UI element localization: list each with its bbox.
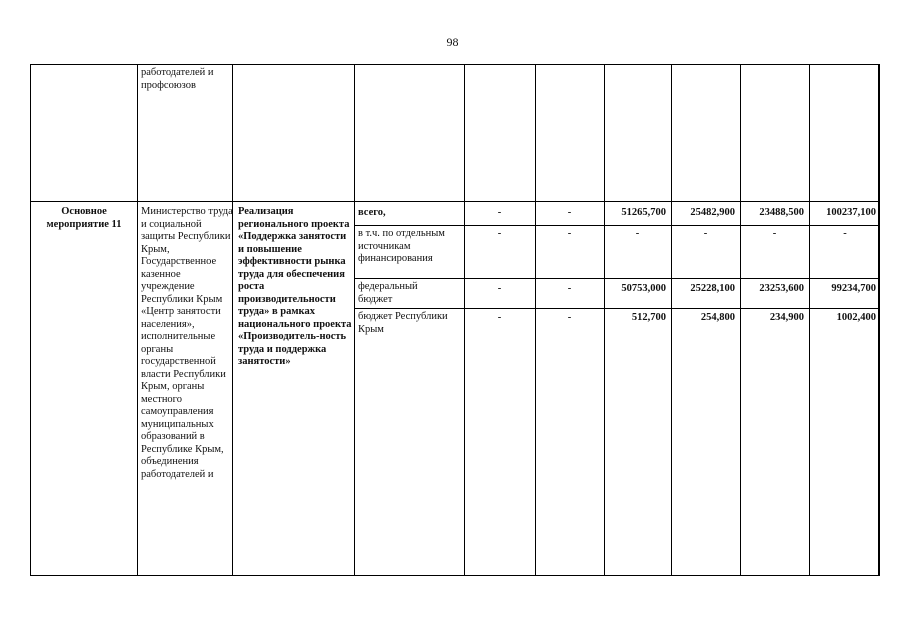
funding-value: 23253,600 [759,283,804,294]
funding-value: - [772,228,777,239]
funding-value: - [497,207,502,218]
executor-continuation: работодателей и профсоюзов [141,67,214,91]
funding-value: 25482,900 [690,207,735,218]
measure-executor: Министерство труда и социальной защиты Республики Крым, Государственное казенное учреждение Республики Крым «Центр занятости населения», исполнительные органы государственной власти Республики Крым, органы местного самоуправления муниципальных образований в Республике Крым, объединения работодателей и [141,206,233,480]
funding-value: - [703,228,708,239]
measure-name: Реализация регионального проекта «Поддержка занятости и повышение эффективности рынка труда для обеспечения роста производительности труда» в рамках национального проекта «Производитель-ность труда и поддержка занятости» [238,206,352,367]
funding-value: - [567,207,572,218]
funding-source: бюджет Республики Крым [358,311,448,335]
page-number: 98 [446,35,459,49]
funding-value: - [635,228,640,239]
funding-value: 512,700 [631,312,666,323]
funding-value: 1002,400 [836,312,876,323]
funding-value: 99234,700 [831,283,876,294]
funding-value: 25228,100 [690,283,735,294]
funding-value: - [567,283,572,294]
funding-value: - [497,312,502,323]
funding-table [30,64,880,576]
funding-value: - [567,228,572,239]
funding-value: 100237,100 [826,207,876,218]
funding-value: 50753,000 [621,283,666,294]
funding-source: федеральный бюджет [358,281,418,305]
funding-value: 23488,500 [759,207,804,218]
funding-value: - [497,283,502,294]
funding-value: 234,900 [769,312,804,323]
funding-value: - [497,228,502,239]
funding-value: - [567,312,572,323]
funding-value: 51265,700 [621,207,666,218]
funding-value: - [843,228,847,239]
measure-label: Основное мероприятие 11 [46,206,122,230]
funding-value: 254,800 [700,312,735,323]
funding-source: в т.ч. по отдельным источникам финансирования [358,228,445,264]
funding-source: всего, [358,207,386,218]
